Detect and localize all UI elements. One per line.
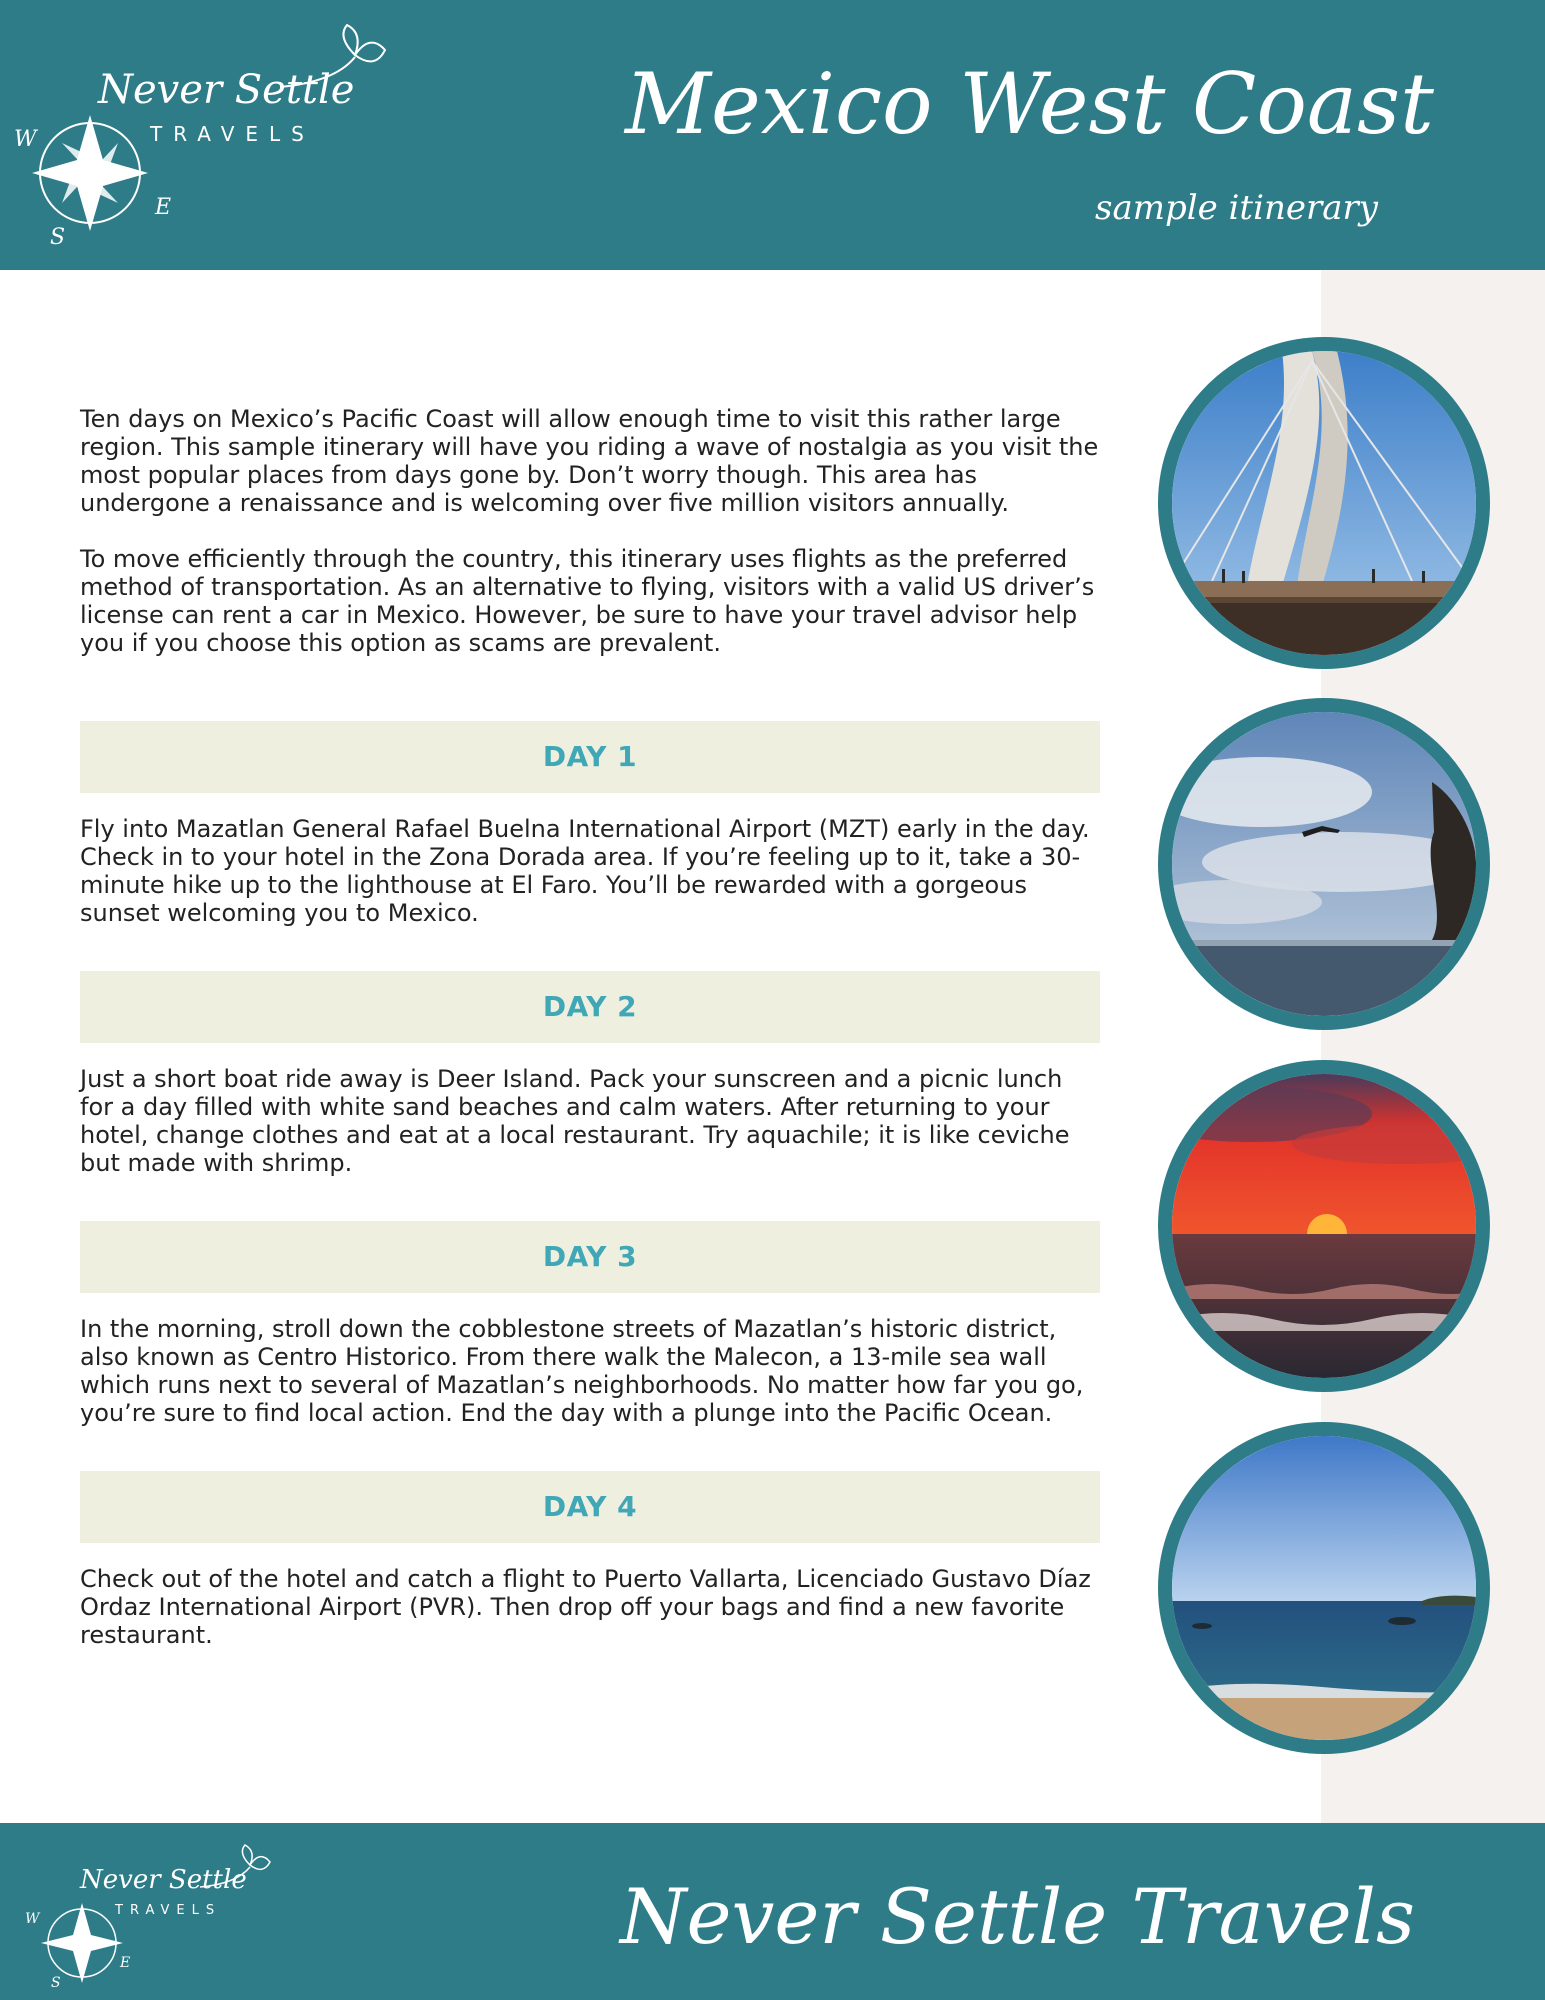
photo-cliff-diver (1158, 698, 1490, 1030)
logo-script-text: Never Settle (80, 1865, 247, 1895)
day-heading: DAY 4 (80, 1471, 1100, 1543)
photo-sail-tower (1158, 337, 1490, 669)
logo-caps-text: TRAVELS (115, 1903, 222, 1918)
brand-logo (10, 15, 410, 255)
compass-s: S (50, 225, 66, 250)
day-section-4 (80, 1471, 1100, 1649)
itinerary-content (80, 405, 1100, 1649)
photo-ocean-sunset (1158, 1060, 1490, 1392)
compass-e: E (120, 1955, 131, 1971)
page-title: Mexico West Coast (625, 55, 1434, 153)
compass-e: E (155, 195, 172, 220)
logo-script-text: Never Settle (98, 67, 355, 113)
intro-paragraph-2: To move efficiently through the country, this itinerary uses flights as the preferred method of transportation. As an alternative to flying, visitors with a valid US driver’s license can rent a car in Mexico. However, be sure to have your travel advisor help you if you choose this option as scams are prevalent. (80, 545, 1095, 657)
day-text: Check out of the hotel and catch a flight to Puerto Vallarta, Licenciado Gustavo Díaz Ordaz International Airport (PVR). Then drop off your bags and find a new favorite restaurant. (80, 1565, 1091, 1649)
page-subtitle: sample itinerary (1095, 188, 1378, 228)
day-text: Just a short boat ride away is Deer Island. Pack your sunscreen and a picnic lunch for a day filled with white sand beaches and calm waters. After returning to your hotel, change clothes and eat at a local restaurant. Try aquachile; it is like ceviche but made with shrimp. (80, 1065, 1070, 1177)
day-section-3 (80, 1221, 1100, 1427)
footer-brand-text: Never Settle Travels (620, 1872, 1415, 1961)
intro-paragraph-1: Ten days on Mexico’s Pacific Coast will allow enough time to visit this rather large region. This sample itinerary will have you riding a wave of nostalgia as you visit the most popular places from days gone by. Don’t worry though. This area has undergone a renaissance and is welcoming over five million visitors annually. (80, 405, 1099, 517)
day-text: In the morning, stroll down the cobblestone streets of Mazatlan’s historic district, also known as Centro Historico. From there walk the Malecon, a 13-mile sea wall which runs next to several of Mazatlan’s neighborhoods. No matter how far you go, you’re sure to find local action. End the day with a plunge into the Pacific Ocean. (80, 1315, 1084, 1427)
day-section-2 (80, 971, 1100, 1177)
day-heading: DAY 3 (80, 1221, 1100, 1293)
day-heading: DAY 2 (80, 971, 1100, 1043)
footer-banner (0, 1823, 1545, 2000)
compass-w: W (14, 127, 37, 152)
day-heading: DAY 1 (80, 721, 1100, 793)
day-section-1 (80, 721, 1100, 927)
logo-caps-text: TRAVELS (150, 122, 315, 146)
footer-logo (25, 1843, 285, 1993)
photo-beach-coastline (1158, 1422, 1490, 1754)
header-banner (0, 0, 1545, 270)
compass-s: S (51, 1975, 61, 1991)
intro-section (80, 405, 1100, 657)
day-text: Fly into Mazatlan General Rafael Buelna International Airport (MZT) early in the day. Check in to your hotel in the Zona Dorada area. If you’re feeling up to it, take a 30-minute hike up to the lighthouse at El Faro. You’ll be rewarded with a gorgeous sunset welcoming you to Mexico. (80, 815, 1090, 927)
compass-w: W (25, 1911, 40, 1927)
